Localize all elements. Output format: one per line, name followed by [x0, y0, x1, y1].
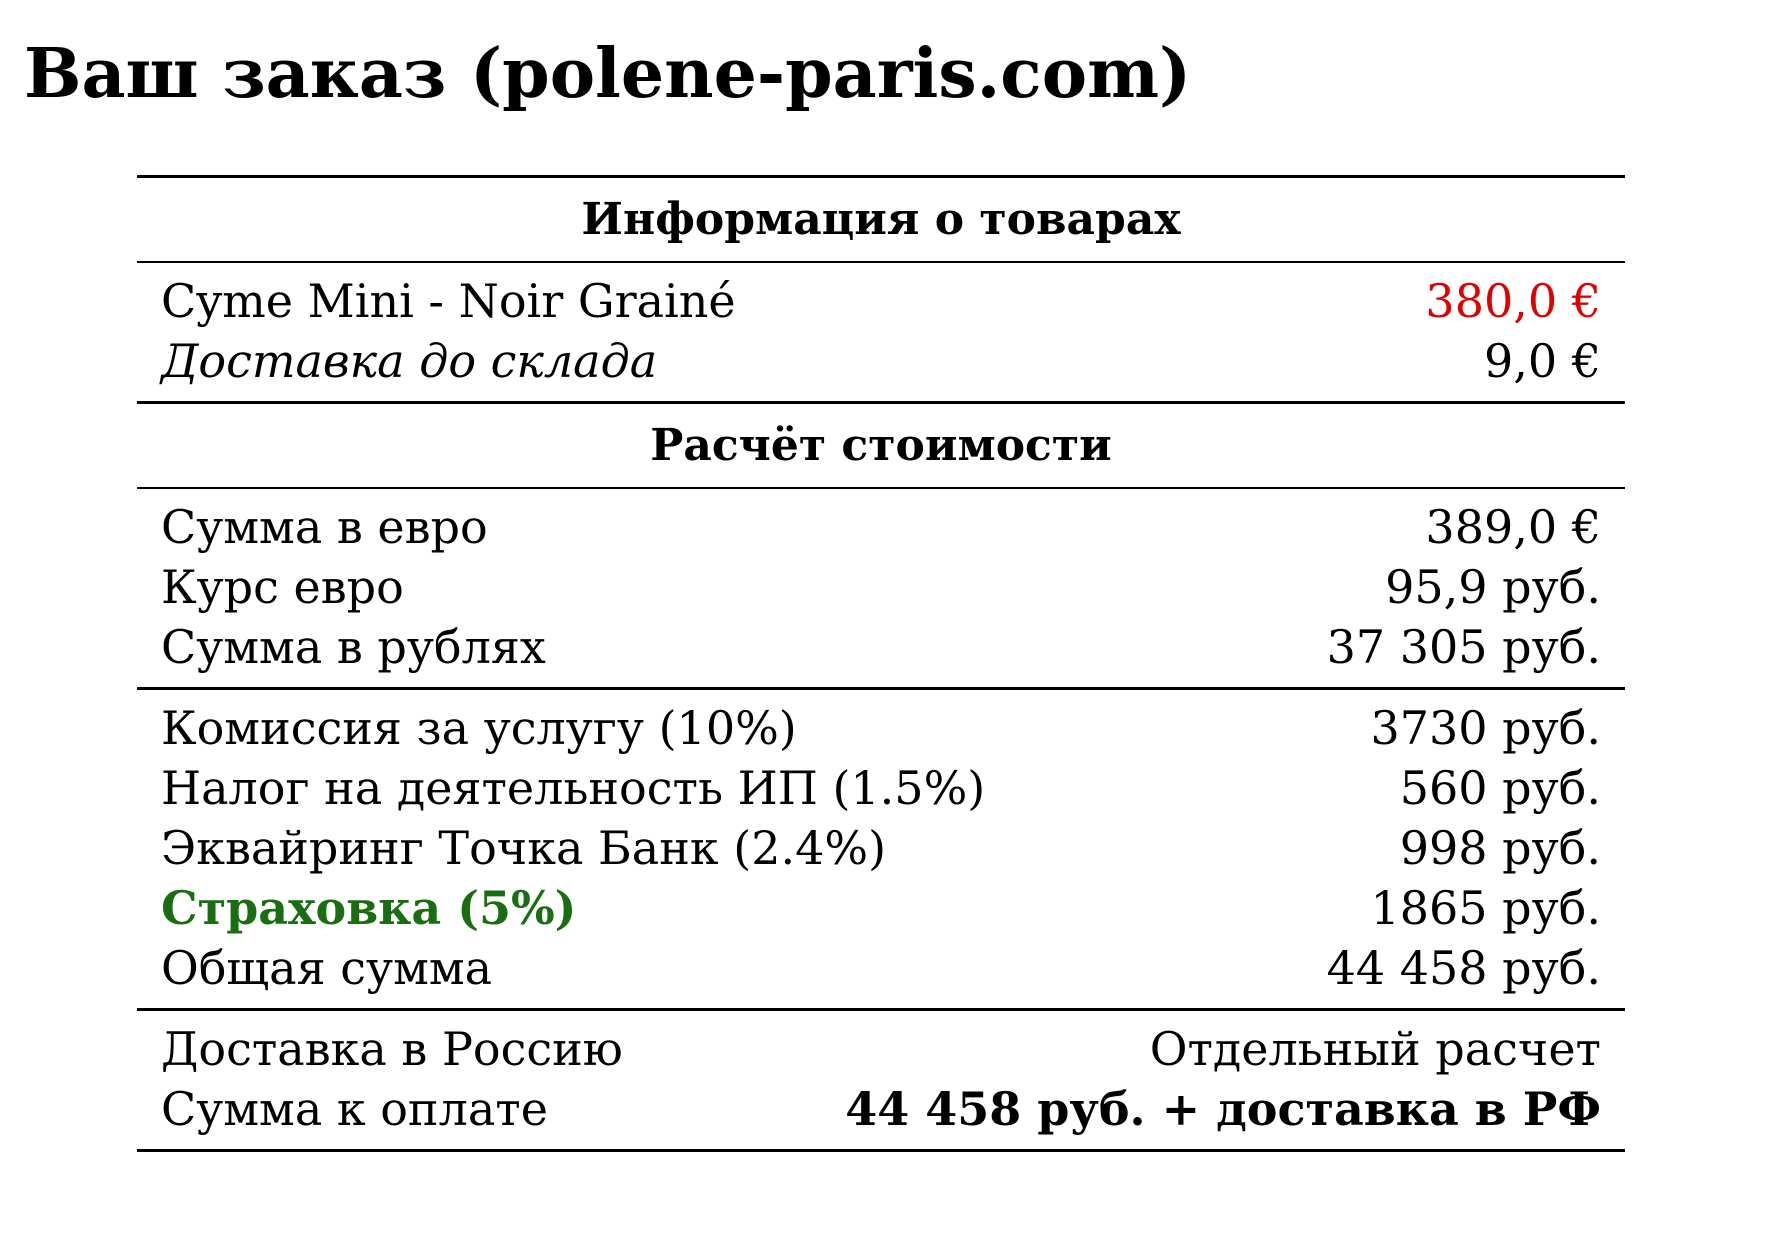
tax-row [137, 758, 1625, 818]
eur-rate-value: 95,9 руб. [1385, 560, 1601, 614]
order-summary-table [137, 175, 1625, 1152]
table-bottom-rule [137, 1149, 1625, 1152]
page-title: Ваш заказ (polene-paris.com) [24, 34, 1192, 114]
amount-due-label: Сумма к оплате [161, 1082, 548, 1136]
final-list [137, 1011, 1625, 1149]
insurance-row [137, 878, 1625, 938]
product-row [137, 271, 1625, 331]
russia-shipping-row [137, 1019, 1625, 1079]
warehouse-shipping-row [137, 331, 1625, 391]
tax-label: Налог на деятельность ИП (1.5%) [161, 761, 986, 815]
sum-rub-label: Сумма в рублях [161, 620, 546, 674]
sum-rub-row [137, 617, 1625, 677]
eur-rate-label: Курс евро [161, 560, 404, 614]
products-list [137, 263, 1625, 401]
acquiring-value: 998 руб. [1399, 821, 1601, 875]
amount-due-row [137, 1079, 1625, 1139]
russia-shipping-value: Отдельный расчет [1149, 1022, 1601, 1076]
calculation-heading: Расчёт стоимости [650, 420, 1112, 471]
amount-due-value: 44 458 руб. + доставка в РФ [845, 1082, 1601, 1136]
sum-eur-value: 389,0 € [1425, 500, 1601, 554]
acquiring-label: Эквайринг Точка Банк (2.4%) [161, 821, 887, 875]
products-heading: Информация о товарах [581, 194, 1181, 245]
sum-rub-value: 37 305 руб. [1326, 620, 1601, 674]
service-fee-label: Комиссия за услугу (10%) [161, 701, 797, 755]
eur-rate-row [137, 557, 1625, 617]
product-price: 380,0 € [1425, 274, 1601, 328]
insurance-value: 1865 руб. [1370, 881, 1601, 935]
russia-shipping-label: Доставка в Россию [161, 1022, 623, 1076]
sum-eur-label: Сумма в евро [161, 500, 488, 554]
total-label: Общая сумма [161, 941, 493, 995]
fees-list [137, 690, 1625, 1008]
tax-value: 560 руб. [1399, 761, 1601, 815]
total-row [137, 938, 1625, 998]
sum-eur-row [137, 497, 1625, 557]
product-name: Cyme Mini - Noir Grainé [161, 274, 736, 328]
service-fee-value: 3730 руб. [1370, 701, 1601, 755]
warehouse-shipping-value: 9,0 € [1483, 334, 1601, 388]
acquiring-row [137, 818, 1625, 878]
warehouse-shipping-label: Доставка до склада [161, 334, 658, 388]
insurance-label: Страховка (5%) [161, 881, 577, 935]
conversion-list [137, 489, 1625, 687]
total-value: 44 458 руб. [1326, 941, 1601, 995]
service-fee-row [137, 698, 1625, 758]
